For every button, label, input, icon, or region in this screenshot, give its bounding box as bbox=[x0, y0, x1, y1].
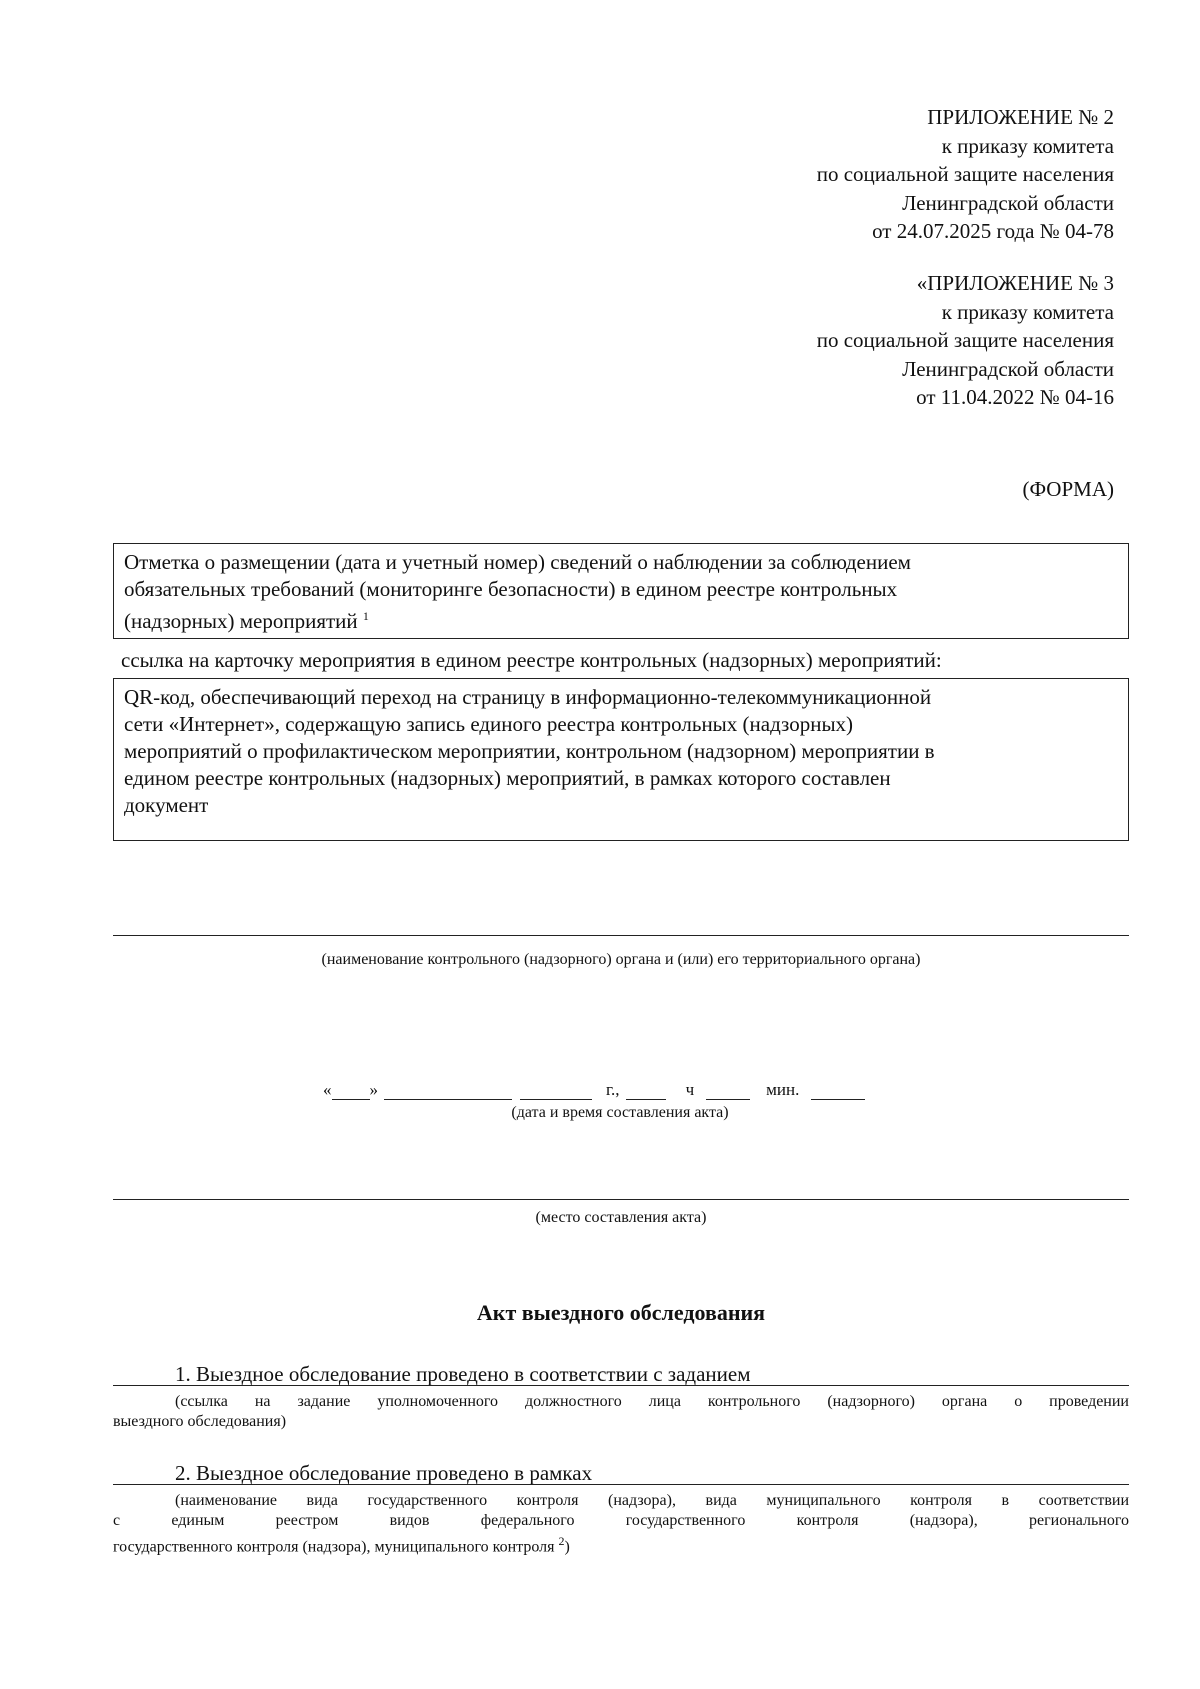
qr-box-line: документ bbox=[124, 793, 209, 817]
hours-label: ч bbox=[685, 1080, 695, 1099]
qr-box-line: едином реестре контрольных (надзорных) мероприятий, в рамках которого составлен bbox=[124, 766, 891, 790]
datetime-row bbox=[323, 1076, 865, 1100]
act-title: Акт выездного обследования bbox=[476, 1300, 766, 1325]
qr-box-line: QR-код, обеспечивающий переход на страницу в информационно-телекоммуникационной bbox=[124, 685, 932, 709]
item-1-field[interactable] bbox=[113, 1385, 1129, 1386]
item-2-caption-line: с единым реестром видов федерального государственного контроля (надзора), регионального bbox=[113, 1512, 1129, 1529]
registry-box-line: обязательных требований (мониторинге безопасности) в едином реестре контрольных bbox=[124, 577, 898, 601]
appendix-3-line: Ленинградской области bbox=[902, 356, 1114, 381]
year-suffix: г., bbox=[606, 1080, 620, 1099]
qr-box-line: мероприятий о профилактическом мероприятии, контрольном (надзорном) мероприятии в bbox=[124, 739, 935, 763]
appendix-2-line: Ленинградской области bbox=[902, 190, 1114, 215]
item-1-caption-line: выездного обследования) bbox=[113, 1413, 287, 1430]
place-field[interactable] bbox=[113, 1199, 1129, 1200]
place-caption: (место составления акта) bbox=[535, 1209, 707, 1226]
item-1-caption bbox=[113, 1392, 1129, 1432]
appendix-3-header bbox=[817, 269, 1114, 412]
day-field[interactable] bbox=[332, 1081, 370, 1100]
minutes-label: мин. bbox=[766, 1080, 800, 1099]
form-label: (ФОРМА) bbox=[1022, 477, 1114, 501]
qr-code-box bbox=[113, 678, 1129, 841]
item-2-caption-line: государственного контроля (надзора), муниципального контроля $^2$) bbox=[113, 1534, 570, 1556]
appendix-2-title: ПРИЛОЖЕНИЕ № 2 bbox=[927, 105, 1114, 129]
item-2-text: 2. Выездное обследование проведено в рамках bbox=[175, 1461, 593, 1485]
footnote-marker: 2 bbox=[558, 1534, 565, 1548]
appendix-3-line: по социальной защите населения bbox=[816, 328, 1114, 352]
registry-link-text: ссылка на карточку мероприятия в едином реестре контрольных (надзорных) мероприятий: bbox=[121, 648, 942, 672]
appendix-3-title: «ПРИЛОЖЕНИЕ № 3 bbox=[916, 271, 1114, 295]
appendix-3-date: от 11.04.2022 № 04-16 bbox=[916, 385, 1114, 409]
item-1-text: 1. Выездное обследование проведено в соответствии с заданием bbox=[175, 1362, 751, 1386]
item-2-field[interactable] bbox=[113, 1484, 1129, 1485]
qr-box-line: сети «Интернет», содержащую запись единого реестра контрольных (надзорных) bbox=[124, 712, 854, 736]
appendix-2-line: к приказу комитета bbox=[941, 133, 1114, 158]
seconds-field[interactable] bbox=[811, 1081, 865, 1100]
item-2-caption bbox=[113, 1491, 1129, 1557]
close-quote: » bbox=[369, 1080, 378, 1099]
minutes-field[interactable] bbox=[706, 1081, 750, 1100]
registry-box-line: (надзорных) мероприятий $^1$ bbox=[124, 609, 369, 633]
month-field[interactable] bbox=[384, 1081, 512, 1100]
year-field[interactable] bbox=[520, 1081, 592, 1100]
appendix-2-line: по социальной защите населения bbox=[816, 162, 1114, 186]
appendix-2-date: от 24.07.2025 года № 04-78 bbox=[872, 219, 1114, 243]
authority-caption: (наименование контрольного (надзорного) органа и (или) его территориального органа) bbox=[321, 951, 921, 968]
open-quote: « bbox=[323, 1080, 332, 1099]
registry-mark-box bbox=[113, 543, 1129, 639]
datetime-caption: (дата и время составления акта) bbox=[511, 1104, 729, 1121]
item-2-caption-line: (наименование вида государственного контроля (надзора), вида муниципального контроля в соответствии bbox=[175, 1492, 1129, 1509]
hours-field[interactable] bbox=[626, 1081, 666, 1100]
item-1-caption-line: (ссылка на задание уполномоченного должностного лица контрольного (надзорного) органа о проведении bbox=[175, 1393, 1129, 1410]
appendix-2-header bbox=[817, 103, 1114, 246]
registry-box-line: Отметка о размещении (дата и учетный номер) сведений о наблюдении за соблюдением bbox=[124, 550, 911, 574]
footnote-marker: 1 bbox=[362, 609, 369, 623]
authority-name-field[interactable] bbox=[113, 935, 1129, 936]
appendix-3-line: к приказу комитета bbox=[941, 299, 1114, 324]
